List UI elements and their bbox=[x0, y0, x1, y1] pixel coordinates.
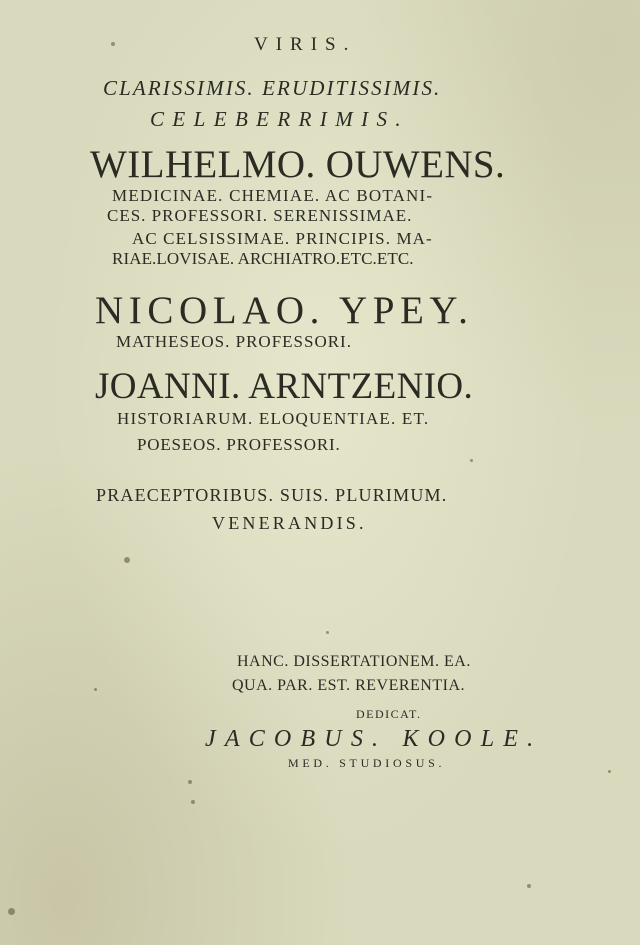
heading-viris: VIRIS. bbox=[254, 34, 357, 55]
paper-spot bbox=[527, 884, 531, 888]
paper-spot bbox=[111, 42, 115, 46]
author-role: MED. STUDIOSUS. bbox=[288, 756, 446, 770]
epithets-line-2: CELEBERRIMIS. bbox=[150, 107, 410, 131]
honoree-1-title-line: MEDICINAE. CHEMIAE. AC BOTANI- bbox=[112, 186, 434, 205]
paper-spot bbox=[8, 908, 15, 915]
honoree-3-title-line: HISTORIARUM. ELOQUENTIAE. ET. bbox=[117, 409, 430, 428]
author-name: JACOBUS. KOOLE. bbox=[205, 726, 543, 752]
dedicat-label: DEDICAT. bbox=[356, 707, 422, 721]
honoree-1-title-line: AC CELSISSIMAE. PRINCIPIS. MA- bbox=[132, 229, 433, 248]
honoree-2-name: NICOLAO. YPEY. bbox=[95, 289, 474, 332]
dedication-text-line-1: HANC. DISSERTATIONEM. EA. bbox=[237, 653, 471, 670]
paper-spot bbox=[191, 800, 195, 804]
honoree-1-name: WILHELMO. OUWENS. bbox=[90, 143, 506, 186]
honoree-3-title-line: POESEOS. PROFESSORI. bbox=[137, 435, 341, 454]
closing-line-1: PRAECEPTORIBUS. SUIS. PLURIMUM. bbox=[96, 485, 448, 505]
paper-spot bbox=[608, 770, 611, 773]
paper-spot bbox=[188, 780, 192, 784]
paper-spot bbox=[124, 557, 130, 563]
paper-spot bbox=[326, 631, 329, 634]
honoree-1-title-line: CES. PROFESSORI. SERENISSIMAE. bbox=[107, 206, 413, 225]
dedication-text-line-2: QUA. PAR. EST. REVERENTIA. bbox=[232, 677, 466, 694]
closing-line-2: VENERANDIS. bbox=[212, 513, 367, 533]
honoree-3-name: JOANNI. ARNTZENIO. bbox=[95, 366, 474, 407]
honoree-1-title-line: RIAE.LOVISAE. ARCHIATRO.ETC.ETC. bbox=[112, 249, 414, 268]
paper-spot bbox=[470, 459, 473, 462]
epithets-line-1: CLARISSIMIS. ERUDITISSIMIS. bbox=[103, 76, 442, 100]
paper-spot bbox=[94, 688, 97, 691]
honoree-2-title: MATHESEOS. PROFESSORI. bbox=[116, 332, 352, 351]
